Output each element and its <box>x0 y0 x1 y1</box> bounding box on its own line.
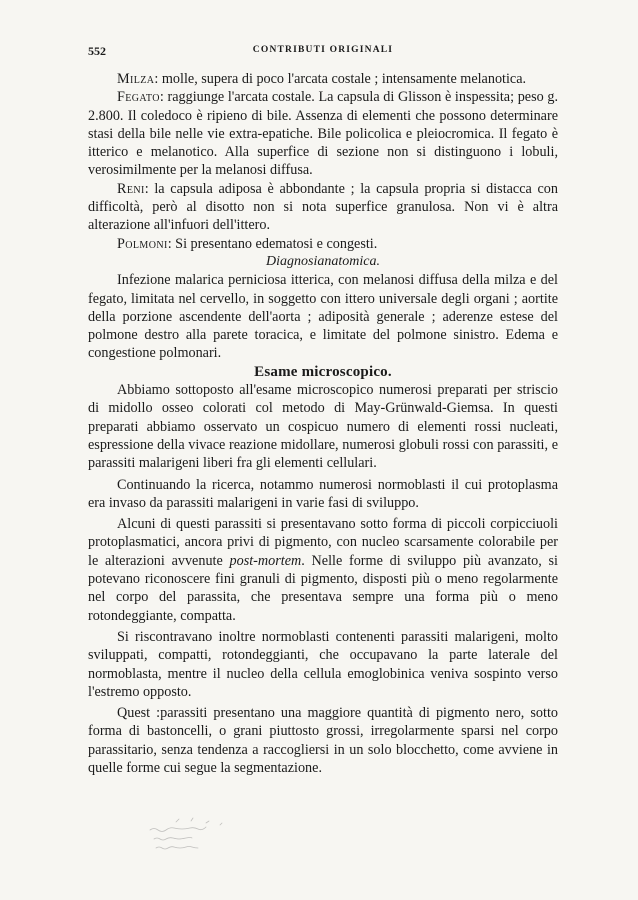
faded-library-stamp <box>146 812 238 858</box>
running-title: CONTRIBUTI ORIGINALI <box>252 45 394 55</box>
paragraph-milza <box>88 70 558 88</box>
paragraph-diagnosis: Infezione malarica perniciosa itterica, con melanosi diffusa della milza e del fegato, limitata nel cervello, in soggetto con ittero universale degli organi ; aortite della porzione ascendente dell'aorta ; adiposità generale ; aderenze estese del polmone destro alla parete toracica, e limitate del polmone sinistro. Edema e congestione polmonari. <box>88 272 558 362</box>
paragraph-microscopy-1: Abbiamo sottoposto all'esame microscopico numerosi preparati per striscio di midollo osseo colorati col metodo di May-Grünwald-Giemsa. In questi preparati abbiamo osservato un cospicuo numero di elementi rossi nucleati, espressione della vivace reazione midollare, numerosi globuli rossi con parassiti, e parassiti malarigeni liberi fra gli elementi cellulari. <box>88 382 558 472</box>
fegato-description: : raggiunge l'arcata costale. La capsula di Glisson è inspessita; peso g. 2.800. Il coledoco è ripieno di bile. Assenza di elementi che possono determinare stasi della bile nelle vie extra-epatiche. Bile policolica e pleiocromica. Il fegato è itterico e melanotico. Alla superfice di sezione non si distinguono i lobuli, verosimilmente per la melanosi diffusa. <box>88 89 558 179</box>
polmoni-description: : Si presentano edematosi e congesti. <box>167 235 378 252</box>
organ-label-reni: Reni <box>117 180 145 197</box>
paragraph-microscopy-5: Quest :parassiti presentano una maggiore quantità di pigmento nero, sotto forma di bastoncelli, o grani piuttosto grossi, irregolarmente sparsi nel corpo parassitario, senza tendenza a raccogliersi in un solo blocchetto, come avviene in quelle forme cui segue la segmentazione. <box>88 705 558 776</box>
reni-description: : la capsula adiposa è abbondante ; la capsula propria si distacca con difficoltà, però al disotto non si nota superfice granulosa. Non vi è altra alterazione all'infuori dell'ittero. <box>88 180 558 234</box>
page-header <box>88 44 558 60</box>
paragraph-microscopy-4: Si riscontravano inoltre normoblasti contenenti parassiti malarigeni, molto sviluppati, compatti, rotondeggianti, che occupavano la parte laterale del normoblasta, mentre il nucleo della cellula emoglobinica veniva sospinto verso l'estremo opposto. <box>88 628 558 700</box>
section-title-microscopy: Esame microscopico. <box>254 363 392 380</box>
page-number: 552 <box>88 44 106 58</box>
paragraph-fegato <box>88 88 558 179</box>
organ-label-polmoni: Polmoni <box>117 235 168 252</box>
p3-text-after: . Nelle forme di sviluppo più avanzato, si potevano riconoscere fini granuli di pigmento, disposti più o meno regolarmente nel corpo del parassita, che presentava sempre una forma più o meno rotondeggiante, compatta. <box>88 552 558 624</box>
paragraph-microscopy-3 <box>88 515 558 625</box>
organ-label-fegato: Fegato <box>117 89 160 106</box>
organ-label-milza: Milza <box>117 71 155 87</box>
p3-text-before: Alcuni di questi parassiti si presentavano sotto forma di piccoli corpicciuoli protoplasmatici, ancora privi di pigmento, con nucleo scarsamente colorabile per le alterazioni avvenute <box>88 516 558 569</box>
diagnosis-heading: Diagnosianatomica. <box>266 253 380 269</box>
paragraph-microscopy-2: Continuando la ricerca, notammo numerosi normoblasti il cui protoplasma era invaso da parassiti malarigeni in varie fasi di sviluppo. <box>88 476 558 511</box>
p3-italic-term: post-mortem <box>229 552 302 569</box>
paragraph-reni <box>88 180 558 235</box>
body-text <box>88 70 558 777</box>
paragraph-polmoni <box>88 235 558 253</box>
milza-description: : molle, supera di poco l'arcata costale ; intensamente melanotica. <box>154 71 527 87</box>
